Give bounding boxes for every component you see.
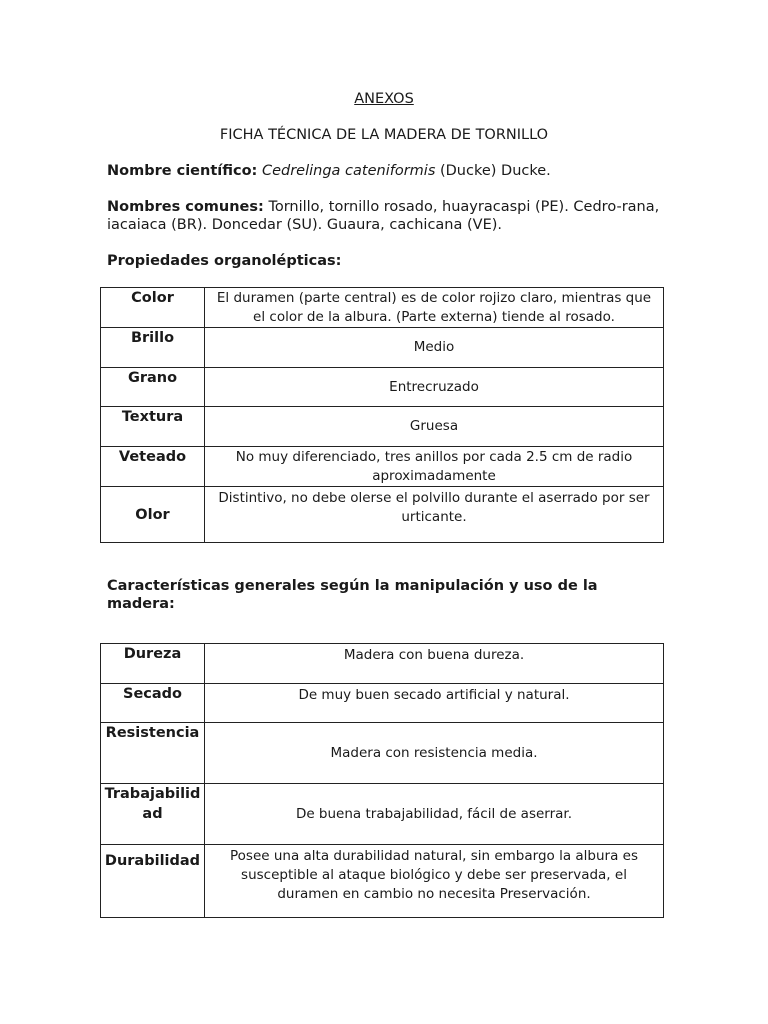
scientific-authority: (Ducke) Ducke. bbox=[439, 163, 551, 179]
table-row bbox=[101, 447, 664, 487]
row-value: Distintivo, no debe olerse el polvillo durante el aserrado por ser urticante. bbox=[205, 487, 664, 543]
scientific-name bbox=[107, 162, 667, 180]
common-names-text: Tornillo, tornillo rosado, huayracaspi (PE). Cedro-rana, iacaiaca (BR). Doncedar (SU). Guaura, cachicana (VE). bbox=[107, 199, 660, 233]
table-row bbox=[101, 644, 664, 684]
scientific-species: Cedrelinga cateniformis bbox=[261, 163, 436, 179]
row-label: Olor bbox=[101, 487, 205, 543]
row-value: Posee una alta durabilidad natural, sin embargo la albura es susceptible al ataque biológico y debe ser preservada, el duramen en cambio no necesita Preservación. bbox=[205, 845, 664, 918]
row-label: Veteado bbox=[101, 447, 205, 487]
row-value: Medio bbox=[205, 328, 664, 368]
document-title: FICHA TÉCNICA DE LA MADERA DE TORNILLO bbox=[219, 127, 549, 143]
table-row bbox=[101, 723, 664, 784]
row-label: Textura bbox=[101, 407, 205, 447]
table-row bbox=[101, 368, 664, 407]
common-names bbox=[107, 198, 667, 234]
row-value: Gruesa bbox=[205, 407, 664, 447]
general-table bbox=[100, 643, 664, 918]
table-row bbox=[101, 784, 664, 845]
row-label: Trabajabilidad bbox=[101, 784, 205, 845]
scientific-name-label: Nombre científico: bbox=[107, 163, 258, 179]
table-row bbox=[101, 288, 664, 328]
row-value: De muy buen secado artificial y natural. bbox=[205, 684, 664, 723]
row-value: Madera con resistencia media. bbox=[205, 723, 664, 784]
row-label: Brillo bbox=[101, 328, 205, 368]
row-label: Durabilidad bbox=[101, 845, 205, 918]
organoleptic-table bbox=[100, 287, 664, 543]
row-value: Entrecruzado bbox=[205, 368, 664, 407]
table-row bbox=[101, 845, 664, 918]
organoleptic-heading: Propiedades organolépticas: bbox=[107, 253, 342, 269]
row-label: Color bbox=[101, 288, 205, 328]
row-value: El duramen (parte central) es de color rojizo claro, mientras que el color de la albura. (Parte externa) tiende al rosado. bbox=[205, 288, 664, 328]
row-value: No muy diferenciado, tres anillos por cada 2.5 cm de radio aproximadamente bbox=[205, 447, 664, 487]
row-label: Dureza bbox=[101, 644, 205, 684]
row-value: Madera con buena dureza. bbox=[205, 644, 664, 684]
general-heading: Características generales según la manipulación y uso de la madera: bbox=[107, 578, 598, 612]
common-names-label: Nombres comunes: bbox=[107, 199, 264, 215]
row-label: Secado bbox=[101, 684, 205, 723]
table-row bbox=[101, 328, 664, 368]
table-row bbox=[101, 407, 664, 447]
table-row bbox=[101, 487, 664, 543]
row-value: De buena trabajabilidad, fácil de aserrar. bbox=[205, 784, 664, 845]
row-label: Grano bbox=[101, 368, 205, 407]
row-label: Resistencia bbox=[101, 723, 205, 784]
table-row bbox=[101, 684, 664, 723]
annex-heading: ANEXOS bbox=[354, 91, 414, 107]
